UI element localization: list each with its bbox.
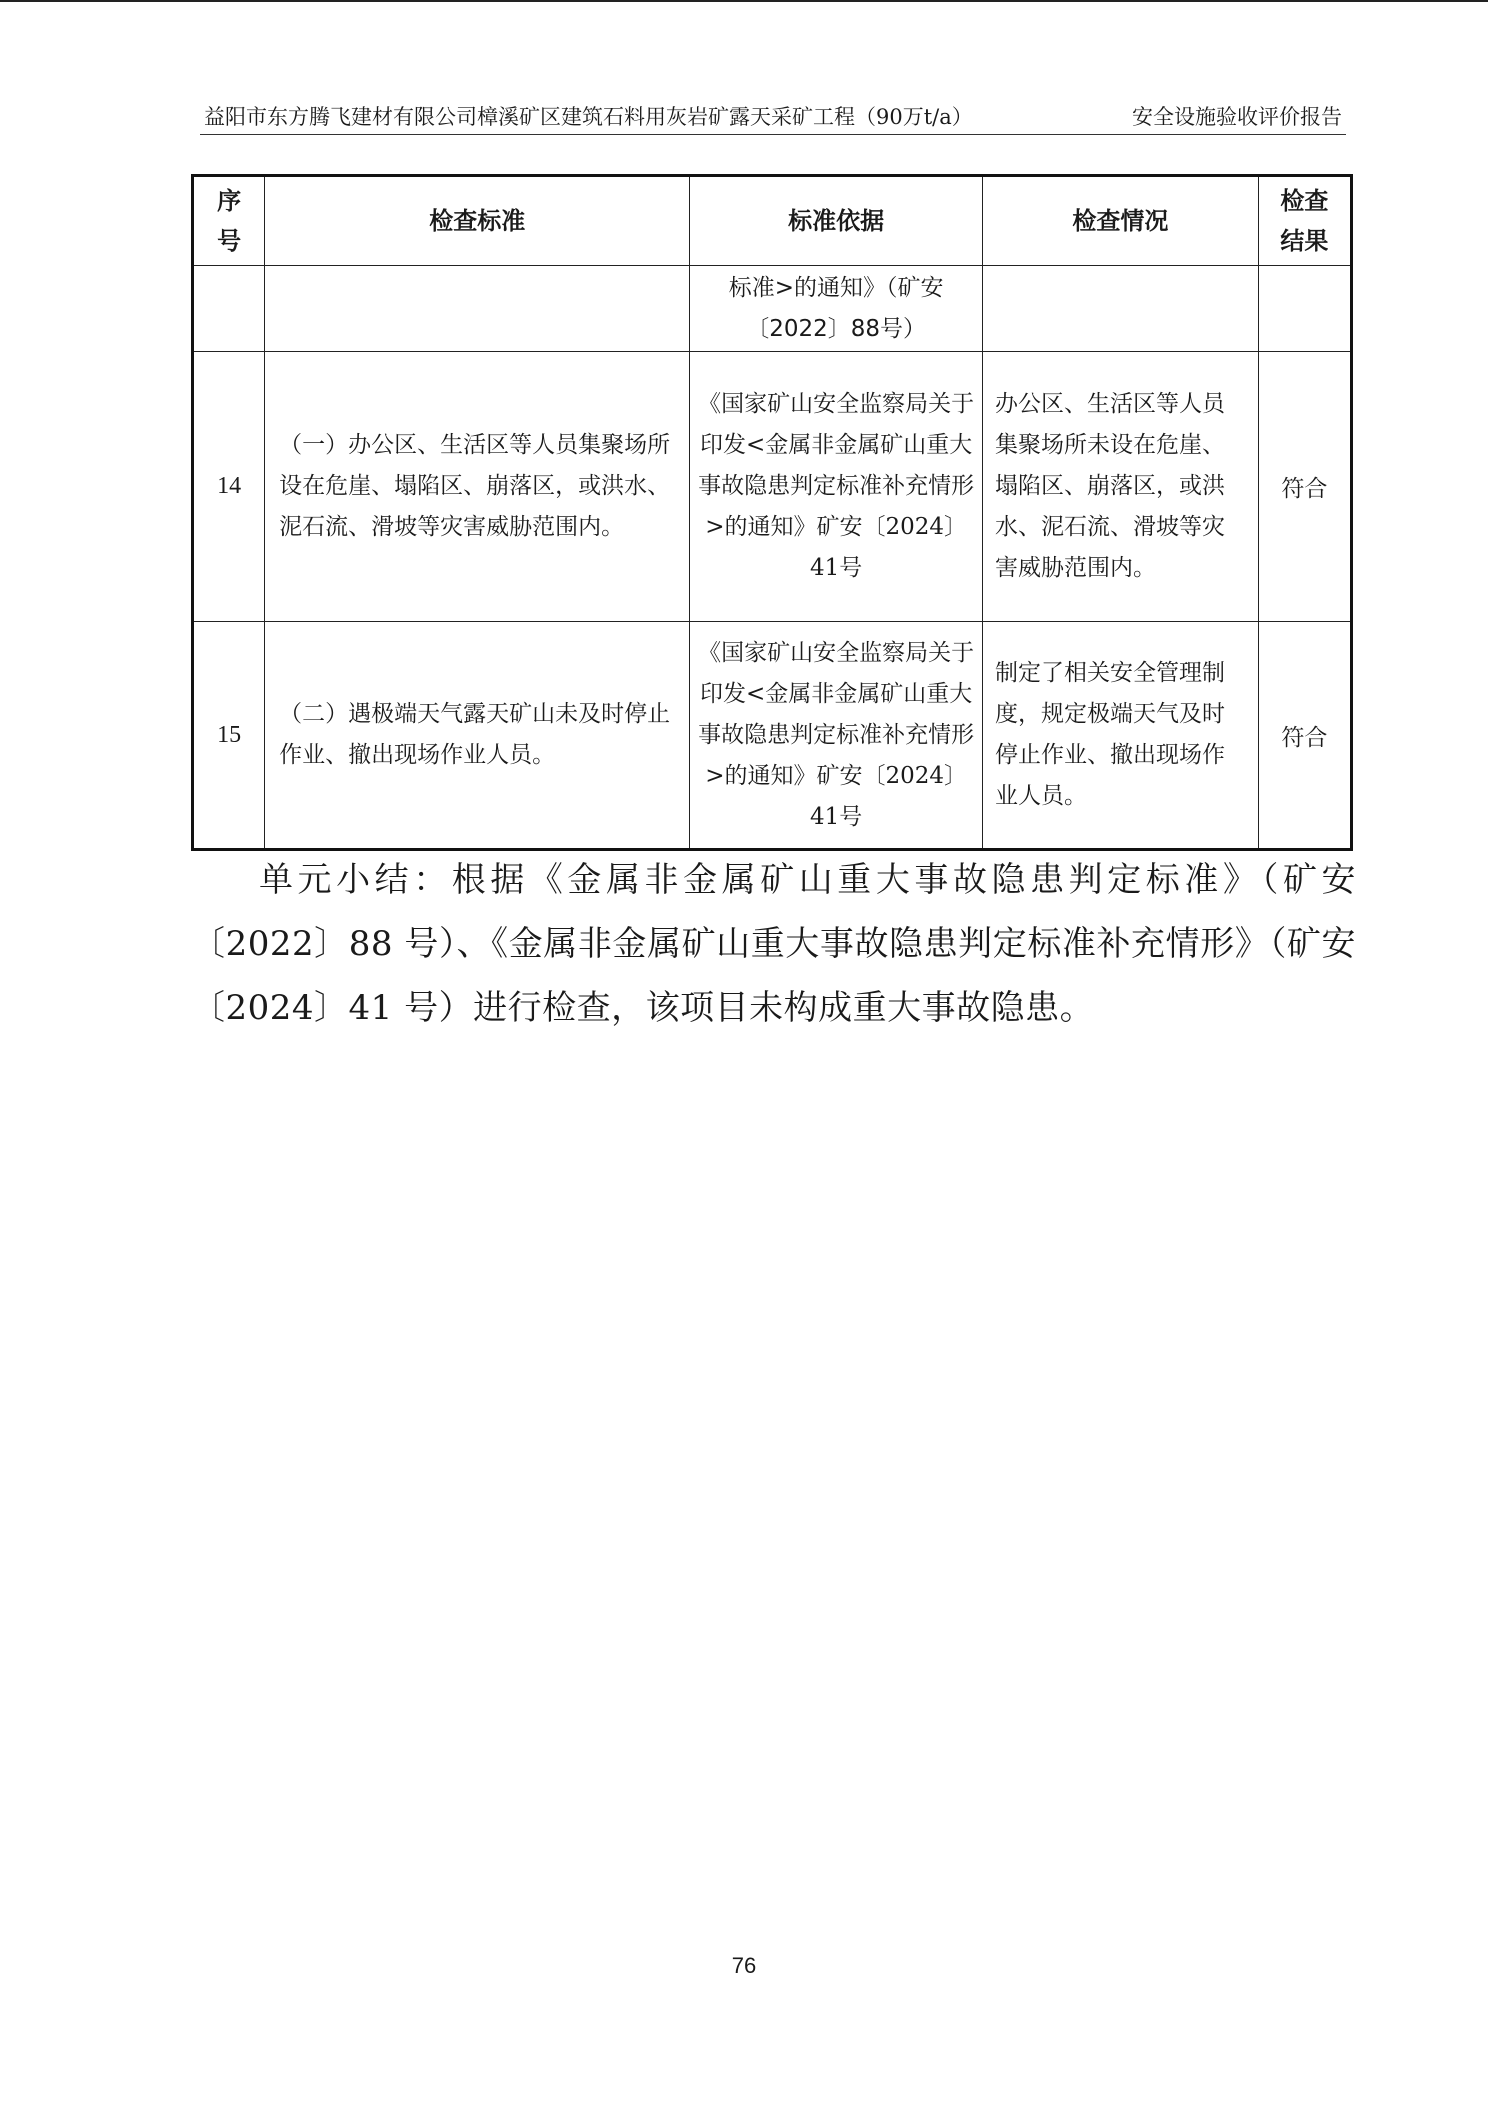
- header-check: 检查情况: [983, 176, 1259, 266]
- header-project-title: 益阳市东方腾飞建材有限公司樟溪矿区建筑石料用灰岩矿露天采矿工程（90万t/a）: [204, 105, 973, 129]
- row-basis: 《国家矿山安全监察局关于印发<金属非金属矿山重大事故隐患判定标准补充情形>的通知》矿安〔2024〕41号: [690, 352, 983, 622]
- row-check: 办公区、生活区等人员集聚场所未设在危崖、塌陷区、崩落区，或洪水、泥石流、滑坡等灾害威胁范围内。: [983, 352, 1259, 622]
- row-result: 符合: [1258, 622, 1351, 850]
- page-top-border: [0, 0, 1488, 2]
- row-no: [193, 266, 265, 352]
- table-row: [193, 622, 1352, 850]
- row-check: [983, 266, 1259, 352]
- table-row: [193, 352, 1352, 622]
- summary-text: 单元小结：根据《金属非金属矿山重大事故隐患判定标准》（矿安〔2022〕88 号）、《金属非金属矿山重大事故隐患判定标准补充情形》（矿安〔2024〕41 号）进行检查，该项目未构成重大事故隐患。: [191, 860, 1356, 1028]
- row-no: 15: [193, 622, 265, 850]
- header-report-title: 安全设施验收评价报告: [1132, 105, 1342, 129]
- row-check: 制定了相关安全管理制度，规定极端天气及时停止作业、撤出现场作业人员。: [983, 622, 1259, 850]
- row-no: 14: [193, 352, 265, 622]
- table-row: [193, 266, 1352, 352]
- row-basis: 标准>的通知》（矿安 〔2022〕88号）: [690, 266, 983, 352]
- row-standard: （二）遇极端天气露天矿山未及时停止作业、撤出现场作业人员。: [265, 622, 690, 850]
- row-standard: [265, 266, 690, 352]
- header-no: 序 号: [193, 176, 265, 266]
- header-standard: 检查标准: [265, 176, 690, 266]
- row-standard: （一）办公区、生活区等人员集聚场所设在危崖、塌陷区、崩落区，或洪水、泥石流、滑坡等灾害威胁范围内。: [265, 352, 690, 622]
- page-number: 76: [731, 1953, 757, 1978]
- table-header-row: [193, 176, 1352, 266]
- page-header: [200, 100, 1346, 135]
- header-result: 检查 结果: [1258, 176, 1351, 266]
- inspection-table: [191, 174, 1353, 851]
- row-result: [1258, 266, 1351, 352]
- row-basis: 《国家矿山安全监察局关于印发<金属非金属矿山重大事故隐患判定标准补充情形>的通知》矿安〔2024〕41号: [690, 622, 983, 850]
- header-basis: 标准依据: [690, 176, 983, 266]
- row-result: 符合: [1258, 352, 1351, 622]
- unit-summary: [191, 848, 1356, 1040]
